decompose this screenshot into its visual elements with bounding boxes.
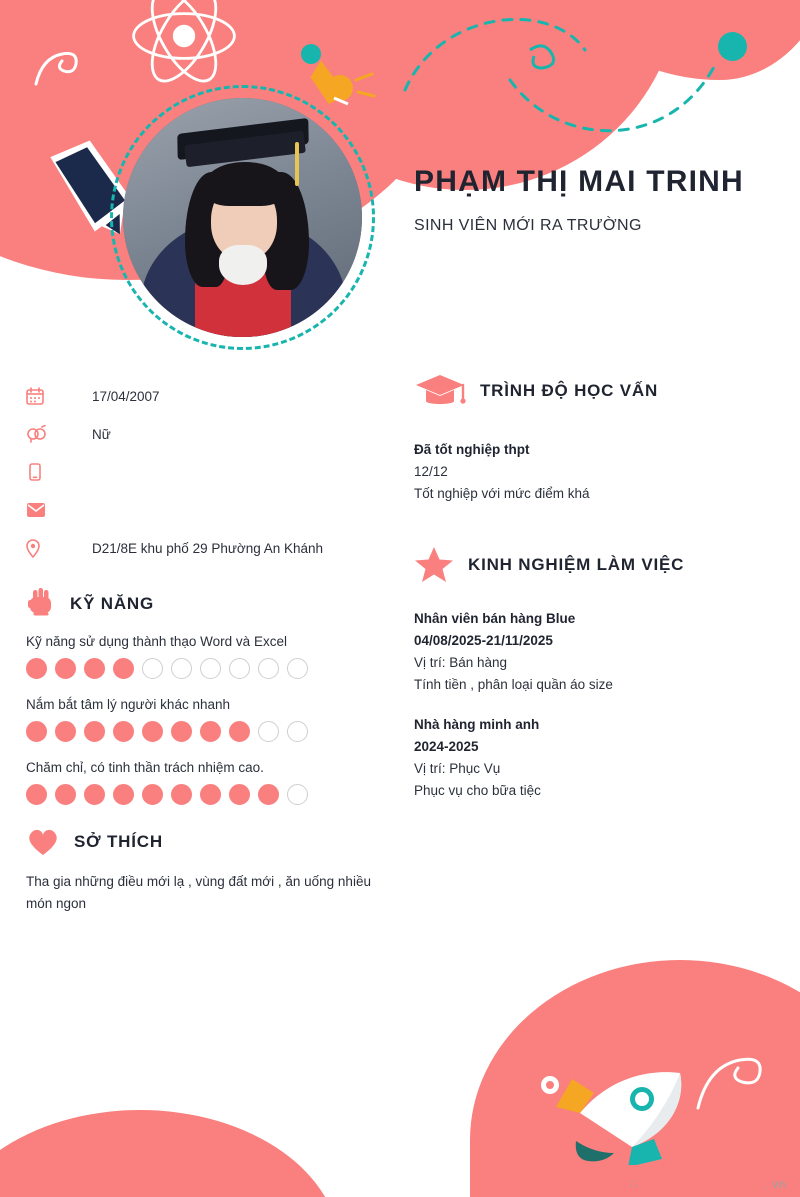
skill-label: Nắm bắt tâm lý người khác nhanh <box>26 697 230 712</box>
skill-item <box>26 760 376 805</box>
experience-entry-line: Vị trí: Phục Vụ <box>414 761 501 776</box>
bottom-decoration <box>0 940 800 1197</box>
right-column <box>414 372 764 805</box>
section-title-skills: KỸ NĂNG <box>70 594 154 613</box>
education-entry-title: Đã tốt nghiệp thpt <box>414 442 530 457</box>
watermark-left: ∴ <box>630 1177 638 1191</box>
skill-label: Chăm chỉ, có tinh thần trách nhiệm cao. <box>26 760 264 775</box>
contact-value-address: D21/8E khu phố 29 Phường An Khánh <box>92 540 324 556</box>
email-icon <box>26 502 54 518</box>
section-title-education: TRÌNH ĐỘ HỌC VẤN <box>480 381 659 400</box>
skill-rating <box>26 784 376 805</box>
contact-row-phone <box>26 454 376 490</box>
experience-entry-line: Tính tiền , phân loại quần áo size <box>414 677 613 692</box>
left-column <box>26 378 376 916</box>
education-entry <box>414 442 764 501</box>
experience-entry-line: Vị trí: Bán hàng <box>414 655 508 670</box>
teal-dot <box>718 32 747 61</box>
education-entry-line: 12/12 <box>414 464 448 479</box>
section-heading-skills <box>26 588 376 620</box>
experience-entry-line: Phục vụ cho bữa tiệc <box>414 783 541 798</box>
gender-icon <box>26 425 54 443</box>
page-title: PHẠM THỊ MAI TRINH <box>414 165 744 198</box>
avatar <box>110 85 375 350</box>
contact-row-email <box>26 492 376 528</box>
skill-rating <box>26 721 376 742</box>
experience-entry-title: Nhân viên bán hàng Blue <box>414 611 576 626</box>
contact-value-birthdate: 17/04/2007 <box>92 388 160 404</box>
section-heading-hobbies <box>26 827 376 857</box>
skill-item <box>26 634 376 679</box>
contact-row-gender <box>26 416 376 452</box>
pink-blob-bottom-left <box>0 1110 340 1197</box>
section-title-hobbies: SỞ THÍCH <box>74 832 163 851</box>
hobbies-text: Tha gia những điều mới lạ , vùng đất mới , ăn uống nhiều món ngon <box>26 874 371 912</box>
contact-row-birthdate <box>26 378 376 414</box>
skill-label: Kỹ năng sử dụng thành thạo Word và Excel <box>26 634 287 649</box>
star-icon <box>414 545 454 585</box>
education-entry-line: Tốt nghiệp với mức điểm khá <box>414 486 590 501</box>
section-title-experience: KINH NGHIỆM LÀM VIỆC <box>468 555 685 574</box>
calendar-icon <box>26 387 54 405</box>
experience-entry <box>414 611 764 692</box>
skill-rating <box>26 658 376 679</box>
graduation-cap-icon <box>414 372 466 410</box>
section-heading-education <box>414 372 764 410</box>
experience-entry <box>414 717 764 798</box>
experience-entry-dates: 04/08/2025-21/11/2025 <box>414 633 553 648</box>
skill-item <box>26 697 376 742</box>
phone-icon <box>26 463 54 481</box>
pink-blob-bottom-right <box>470 960 800 1197</box>
experience-entry-title: Nhà hàng minh anh <box>414 717 540 732</box>
contact-row-address <box>26 530 376 566</box>
heart-icon <box>26 827 60 857</box>
page-subtitle: SINH VIÊN MỚI RA TRƯỜNG <box>414 217 642 234</box>
location-icon <box>26 539 54 558</box>
avatar-photo <box>123 98 362 337</box>
watermark-right: . vn <box>764 1177 786 1191</box>
experience-entry-dates: 2024-2025 <box>414 739 479 754</box>
fist-icon <box>26 588 56 620</box>
contact-value-gender: Nữ <box>92 426 111 442</box>
section-heading-experience <box>414 545 764 585</box>
